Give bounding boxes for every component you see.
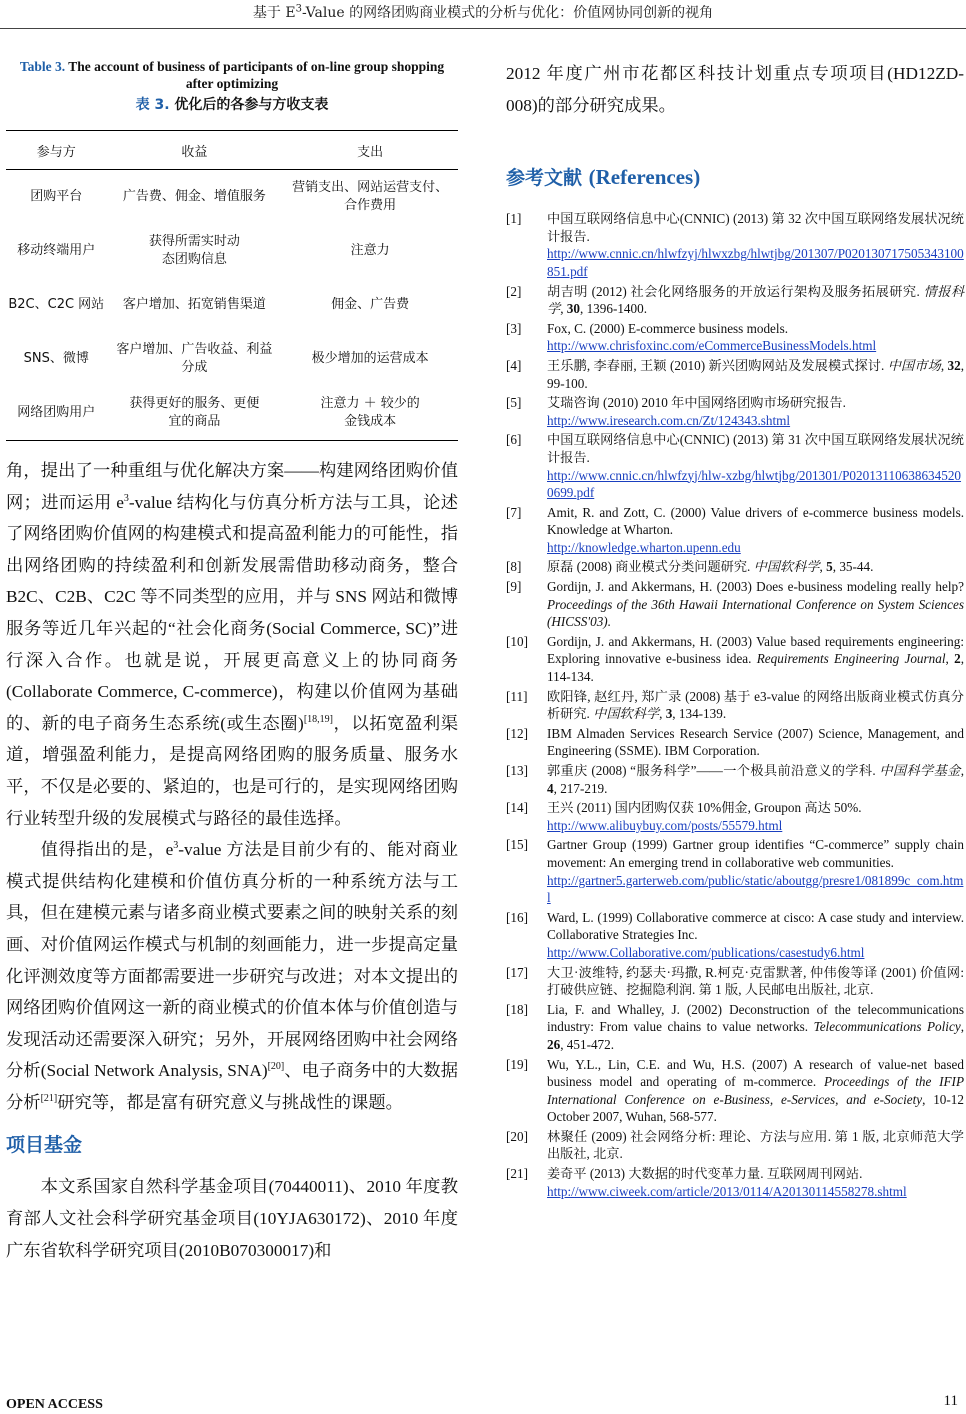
reference-item	[506, 1001, 964, 1054]
reference-text: 姜奇平 (2013) 大数据的时代变革力量. 互联网周刊网站. http://www.ciweek.com/article/2013/0114/A20130114558278.shtml	[547, 1165, 964, 1200]
reference-text: Lia, F. and Whalley, J. (2002) Deconstruction of the telecommunications industry: From value chains to value networks. Telecommunications Policy, 26, 451-472.	[547, 1001, 964, 1052]
reference-text: Gartner Group (1999) Gartner group identifies “C-commerce” supply chain movement: An emerging trend in collaborative web communities. http://gartner5.garterweb.com/public/static/aboutgg/presre1/081899c_com.html	[547, 837, 964, 906]
reference-item	[506, 688, 964, 723]
reference-text: 胡吉明 (2012) 社会化网络服务的开放运行架构及服务拓展研究. 情报科学, 30, 1396-1400.	[547, 283, 965, 317]
reference-list	[506, 210, 964, 1200]
reference-text: 大卫·波维特, 约瑟夫·玛撒, R.柯克·克雷默著, 仲伟俊等译 (2001) 价值网: 打破供应链、挖掘隐利润. 第 1 版, 人民邮电出版社, 北京.	[547, 964, 964, 998]
table-cell: 客户增加、广告收益、利益分成	[116, 342, 273, 375]
reference-text: 林聚任 (2009) 社会网络分析: 理论、方法与应用. 第 1 版, 北京师范大学出版社, 北京.	[547, 1128, 964, 1162]
reference-item	[506, 357, 964, 392]
reference-link[interactable]: http://www.alibuybuy.com/posts/55579.html	[547, 817, 783, 833]
reference-text: 欧阳锋, 赵红丹, 郑广录 (2008) 基于 e3-value 的网络出版商业模式仿真分析研究. 中国软科学, 3, 134-139.	[547, 688, 964, 722]
table-row	[6, 170, 458, 225]
reference-link[interactable]: http://www.iresearch.com.cn/Zt/124343.shtml	[547, 412, 791, 428]
reference-item	[506, 633, 964, 686]
reference-item	[506, 283, 964, 318]
reference-link[interactable]: http://www.ciweek.com/article/2013/0114/A20130114558278.shtml	[547, 1183, 907, 1199]
table-cell: 网络团购用户	[6, 386, 107, 441]
reference-link[interactable]: http://www.cnnic.cn/hlwfzyj/hlw-xzbg/hlwtjbg/201301/P020131106386345200699.pdf	[547, 467, 962, 501]
reference-text: 王乐鹏, 李春丽, 王颖 (2010) 新兴团购网站及发展模式探讨. 中国市场, 32, 99-100.	[547, 357, 965, 391]
reference-text: 郭重庆 (2008) “服务科学”——一个极具前沿意义的学科. 中国科学基金, 4, 217-219.	[547, 763, 964, 796]
table-cell: 极少增加的运营成本	[311, 351, 429, 366]
reference-item	[506, 762, 964, 797]
reference-item	[506, 1128, 964, 1163]
table-caption-en: Table 3. The account of business of participants of on-line group shopping after optimizing	[19, 59, 445, 91]
reference-number: [10]	[506, 633, 528, 649]
reference-number: [11]	[506, 688, 528, 704]
reference-item	[506, 431, 964, 501]
reference-link[interactable]: http://knowledge.wharton.upenn.edu	[547, 539, 741, 555]
reference-number: [15]	[506, 837, 528, 853]
reference-number: [17]	[506, 964, 528, 980]
reference-item	[506, 1165, 964, 1200]
paragraph-conclusion: 角，提出了一种重组与优化解决方案——构建网络团购价值网；进而运用 $e^3$-value 结构化与仿真分析方法与工具，论述了网络团购价值网的构建模式和提高盈利能力的可能性，指出网络团购的持续盈利和创新发展需借助移动商务，整合 B2C、C2B、C2C 等不同类型的应用，并与 SNS 网站和微博服务等近几年兴起的“社会化商务(Social Commerce, SC)”进行深入合作。也就是说，开展更高意义上的协同商务(Collaborate Commerce, C-commerce)，构建以价值网为基础的、新的电子商务生态系统(或生态圈)[18,19]，以拓宽盈利渠道，增强盈利能力，是提高网络团购的服务质量、服务水平，不仅是必要的、紧迫的，也是可行的，是实现网络团购行业转型升级的发展模式与路径的最佳选择。	[6, 461, 458, 828]
reference-link[interactable]: http://gartner5.garterweb.com/public/static/aboutgg/presre1/081899c_com.html	[547, 872, 964, 906]
reference-item	[506, 836, 964, 906]
table-row	[6, 278, 458, 332]
reference-item	[506, 320, 964, 355]
reference-number: [12]	[506, 725, 528, 741]
reference-number: [7]	[506, 504, 522, 520]
reference-number: [1]	[506, 211, 522, 227]
footer-open-access: OPEN ACCESS	[6, 1397, 103, 1412]
reference-text: 艾瑞咨询 (2010) 2010 年中国网络团购市场研究报告. http://www.iresearch.com.cn/Zt/124343.shtml	[547, 394, 964, 429]
reference-item	[506, 210, 964, 280]
table-cell: 营销支出、网站运营支付、合作费用	[292, 180, 449, 213]
reference-text: Gordijn, J. and Akkermans, H. (2003) Does e-business modeling really help? Proceedings of the 36th Hawaii International Conference on System Sciences (HICSS'03).	[547, 579, 964, 630]
table-cell: 广告费、佣金、增值服务	[122, 189, 266, 204]
table-cell: 移动终端用户	[17, 243, 96, 258]
funding-heading: 项目基金	[6, 1134, 83, 1157]
table-caption-zh: 表 3. 优化后的各参与方收支表	[135, 97, 329, 113]
reference-number: [2]	[506, 283, 522, 299]
funding-text-continued: 2012 年度广州市花都区科技计划重点专项项目(HD12ZD-008)的部分研究成果。	[506, 64, 964, 115]
left-column	[6, 58, 458, 1266]
table-cell: 注意力 ＋ 较少的金钱成本	[282, 386, 458, 441]
reference-item	[506, 725, 964, 760]
reference-number: [6]	[506, 432, 522, 448]
references-heading: 参考文献 (References)	[506, 165, 701, 190]
reference-text: IBM Almaden Services Research Service (2007) Science, Management, and Engineering (SSME). IBM Corporation.	[547, 725, 964, 759]
reference-item	[506, 578, 964, 631]
table-cell: 获得所需实时动态团购信息	[148, 234, 240, 267]
reference-number: [18]	[506, 1001, 528, 1017]
reference-number: [19]	[506, 1056, 528, 1072]
reference-number: [16]	[506, 909, 528, 925]
reference-number: [14]	[506, 800, 528, 816]
reference-text: 原磊 (2008) 商业模式分类问题研究. 中国软科学, 5, 35-44.	[547, 559, 874, 575]
reference-text: 中国互联网络信息中心(CNNIC) (2013) 第 31 次中国互联网络发展状况统计报告. http://www.cnnic.cn/hlwfzyj/hlw-xzbg/hlwtjbg/201301/P020131106386345200699.pdf	[547, 432, 964, 501]
reference-link[interactable]: http://www.chrisfoxinc.com/eCommerceBusinessModels.html	[547, 338, 877, 354]
reference-text: Amit, R. and Zott, C. (2000) Value drivers of e-commerce business models. Knowledge at Wharton. http://knowledge.wharton.upenn.edu	[547, 504, 964, 555]
table-cell: 团购平台	[30, 189, 83, 204]
reference-item	[506, 394, 964, 429]
reference-item	[506, 504, 964, 557]
table-cell: B2C、C2C 网站	[8, 297, 105, 312]
reference-text: Ward, L. (1999) Collaborative commerce at cisco: A case study and interview. Collaborative Strategies Inc. http://www.Collaborative.com/publications/casestudy6.html	[547, 909, 964, 960]
reference-number: [20]	[506, 1128, 528, 1144]
reference-item	[506, 964, 964, 999]
table-row	[6, 224, 458, 278]
column-header-expense: 支出	[282, 131, 458, 170]
reference-item	[506, 799, 964, 834]
body-text-left	[6, 455, 458, 1118]
reference-number: [5]	[506, 395, 522, 411]
reference-item	[506, 1056, 964, 1126]
reference-text: Gordijn, J. and Akkermans, H. (2003) Value based requirements engineering: Exploring innovative e-business idea. Requirements Engineering Journal, 2, 114-134.	[547, 633, 964, 685]
right-column	[506, 58, 964, 1202]
reference-number: [4]	[506, 357, 522, 373]
reference-link[interactable]: http://www.Collaborative.com/publications/casestudy6.html	[547, 944, 865, 960]
reference-number: [13]	[506, 763, 528, 778]
reference-text: 王兴 (2011) 国内团购仅获 10%佣金, Groupon 高达 50%. http://www.alibuybuy.com/posts/55579.html	[547, 799, 964, 834]
page-number: 11	[943, 1393, 958, 1409]
table-cell: 注意力	[350, 243, 390, 258]
reference-text: Wu, Y.L., Lin, C.E. and Wu, H.S. (2007) A research of value-net based business model and operating of m-commerce. Proceedings of the IFIP International Conference on e-Business, e-Services, and e-Society, 10-12 October 2007, Wuhan, 568-577.	[547, 1056, 964, 1125]
table-header-row	[6, 131, 458, 170]
reference-item	[506, 909, 964, 962]
table-cell: 佣金、广告费	[331, 297, 410, 312]
reference-number: [21]	[506, 1166, 528, 1182]
reference-number: [8]	[506, 559, 522, 575]
reference-item	[506, 558, 964, 576]
reference-link[interactable]: http://www.cnnic.cn/hlwfzyj/hlwxzbg/hlwtjbg/201307/P020130717505343100851.pdf	[547, 246, 964, 279]
account-table	[6, 130, 458, 441]
reference-number: [3]	[506, 320, 522, 336]
table-row	[6, 332, 458, 386]
running-head: 基于 $E^3$-Value 的网络团购商业模式的分析与优化：价值网协同创新的视角	[0, 2, 966, 29]
table-cell: 客户增加、拓宽销售渠道	[122, 297, 266, 312]
reference-text: 中国互联网络信息中心(CNNIC) (2013) 第 32 次中国互联网络发展状况统计报告. http://www.cnnic.cn/hlwfzyj/hlwxzbg/hlwtjbg/201307/P020130717505343100851.pdf	[547, 211, 964, 279]
table-row	[6, 386, 458, 441]
funding-text: 本文系国家自然科学基金项目(70440011)、2010 年度教育部人文社会科学研究基金项目(10YJA630172)、2010 年度广东省软科学研究项目(2010B070300017)和	[6, 1177, 458, 1260]
reference-number: [9]	[506, 579, 522, 595]
paragraph-future-work: 值得指出的是，$e^3$-value 方法是目前少有的、能对商业模式提供结构化建模和价值仿真分析的一种系统方法与工具，但在建模元素与诸多商业模式要素之间的映射关系的刻画、对价值网运作模式与机制的刻画能力，进一步提高定量化评测效度等方面都需要进一步研究与改进；对本文提出的网络团购价值网这一新的商业模式的价值本体与价值创造与发现活动还需要深入研究；另外，开展网络团购中社会网络分析(Social Network Analysis, SNA)[20]、电子商务中的大数据分析[21]研究等，都是富有研究意义与挑战性的课题。	[6, 840, 458, 1112]
column-header-participant: 参与方	[6, 131, 107, 170]
reference-text: Fox, C. (2000) E-commerce business models. http://www.chrisfoxinc.com/eCommerceBusinessModels.html	[547, 320, 964, 355]
column-header-income: 收益	[107, 131, 283, 170]
table-cell: SNS、微博	[23, 351, 89, 366]
table-cell: 获得更好的服务、更便宜的商品	[107, 386, 283, 441]
